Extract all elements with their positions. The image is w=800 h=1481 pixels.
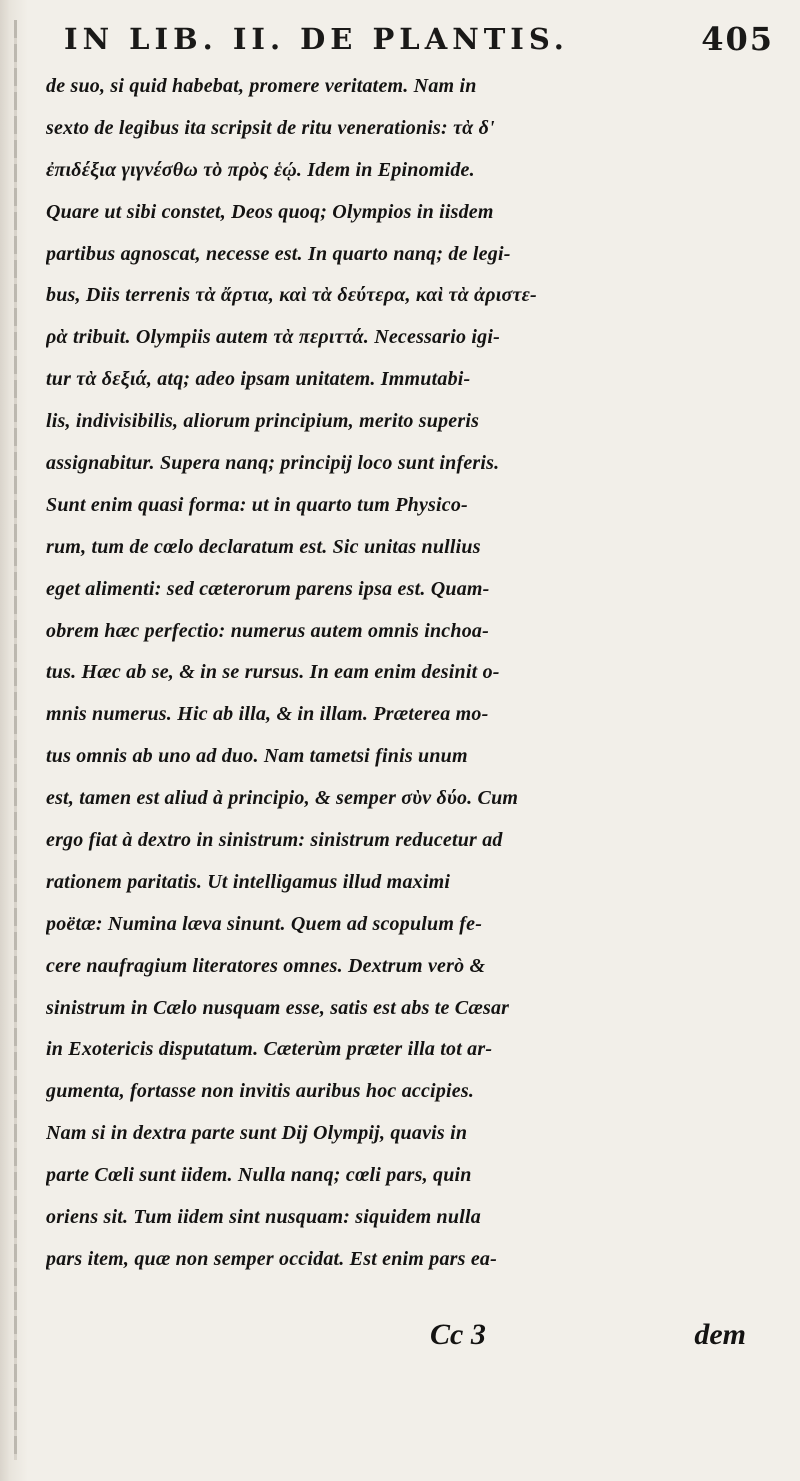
text-line: Quare ut sibi constet, Deos quoq; Olympios in iisdem	[46, 200, 494, 223]
text-line: ergo fiat à dextro in sinistrum: sinistrum reducetur ad	[46, 829, 503, 852]
text-line: pars item, quæ non semper occidat. Est enim pars ea-	[46, 1247, 497, 1270]
text-line: in Exotericis disputatum. Cæterùm præter illa tot ar-	[46, 1038, 493, 1061]
text-line: de suo, si quid habebat, promere veritatem. Nam in	[46, 75, 477, 97]
text-line: Sunt enim quasi forma: ut in quarto tum Physico-	[46, 493, 468, 516]
catchline	[60, 1318, 780, 1362]
catchword: dem	[694, 1318, 746, 1351]
text-line: rationem paritatis. Ut intelligamus illud maximi	[46, 870, 451, 893]
text-line: bus, Diis terrenis τὰ ἄρτια, καὶ τὰ δεύτερα, καὶ τὰ ἀριστε-	[46, 284, 537, 307]
text-line: est, tamen est aliud à principio, & semper σὺν δύο. Cum	[46, 787, 519, 810]
body-text	[46, 66, 776, 1281]
text-line: obrem hæc perfectio: numerus autem omnis inchoa-	[46, 619, 489, 642]
text-line: eget alimenti: sed cæterorum parens ipsa est. Quam-	[46, 577, 490, 600]
text-line: partibus agnoscat, necesse est. In quarto nanq; de legi-	[46, 242, 511, 265]
text-line: cere naufragium literatores omnes. Dextrum verò &	[46, 954, 486, 977]
text-line: poëtæ: Numina læva sinunt. Quem ad scopulum fe-	[46, 912, 483, 935]
text-line: mnis numerus. Hic ab illa, & in illam. Præterea mo-	[46, 703, 489, 726]
text-line: ἐπιδέξια γιγνέσθω τὸ πρὸς ἑῴ. Idem in Epinomide.	[46, 158, 475, 181]
running-head-title: IN LIB. II. DE PLANTIS.	[64, 22, 569, 56]
text-line: parte Cœli sunt iidem. Nulla nanq; cœli pars, quin	[46, 1164, 472, 1187]
text-line: tus omnis ab uno ad duo. Nam tametsi finis unum	[46, 745, 468, 768]
signature-mark: Cc 3	[430, 1318, 486, 1351]
text-line: sinistrum in Cælo nusquam esse, satis est abs te Cæsar	[46, 996, 510, 1019]
text-line: ρὰ tribuit. Olympiis autem τὰ περιττά. Necessario igi-	[46, 326, 500, 349]
text-line: Nam si in dextra parte sunt Dij Olympij, quavis in	[46, 1122, 468, 1145]
text-line: sexto de legibus ita scripsit de ritu venerationis: τὰ δ'	[46, 116, 495, 139]
gutter-binding-edge	[14, 20, 17, 1460]
text-line: tus. Hæc ab se, & in se rursus. In eam enim desinit o-	[46, 661, 500, 684]
text-line: lis, indivisibilis, aliorum principium, merito superis	[46, 410, 480, 433]
text-line: assignabitur. Supera nanq; principij loco sunt inferis.	[46, 452, 500, 475]
text-line: rum, tum de cœlo declaratum est. Sic unitas nullius	[46, 535, 481, 558]
page-number: 405	[701, 20, 774, 58]
text-line: tur τὰ δεξιά, atq; adeo ipsam unitatem. Immutabi-	[46, 368, 471, 391]
text-line: gumenta, fortasse non invitis auribus hoc accipies.	[46, 1080, 475, 1103]
text-line: oriens sit. Tum iidem sint nusquam: siquidem nulla	[46, 1206, 481, 1229]
running-head	[60, 18, 780, 66]
